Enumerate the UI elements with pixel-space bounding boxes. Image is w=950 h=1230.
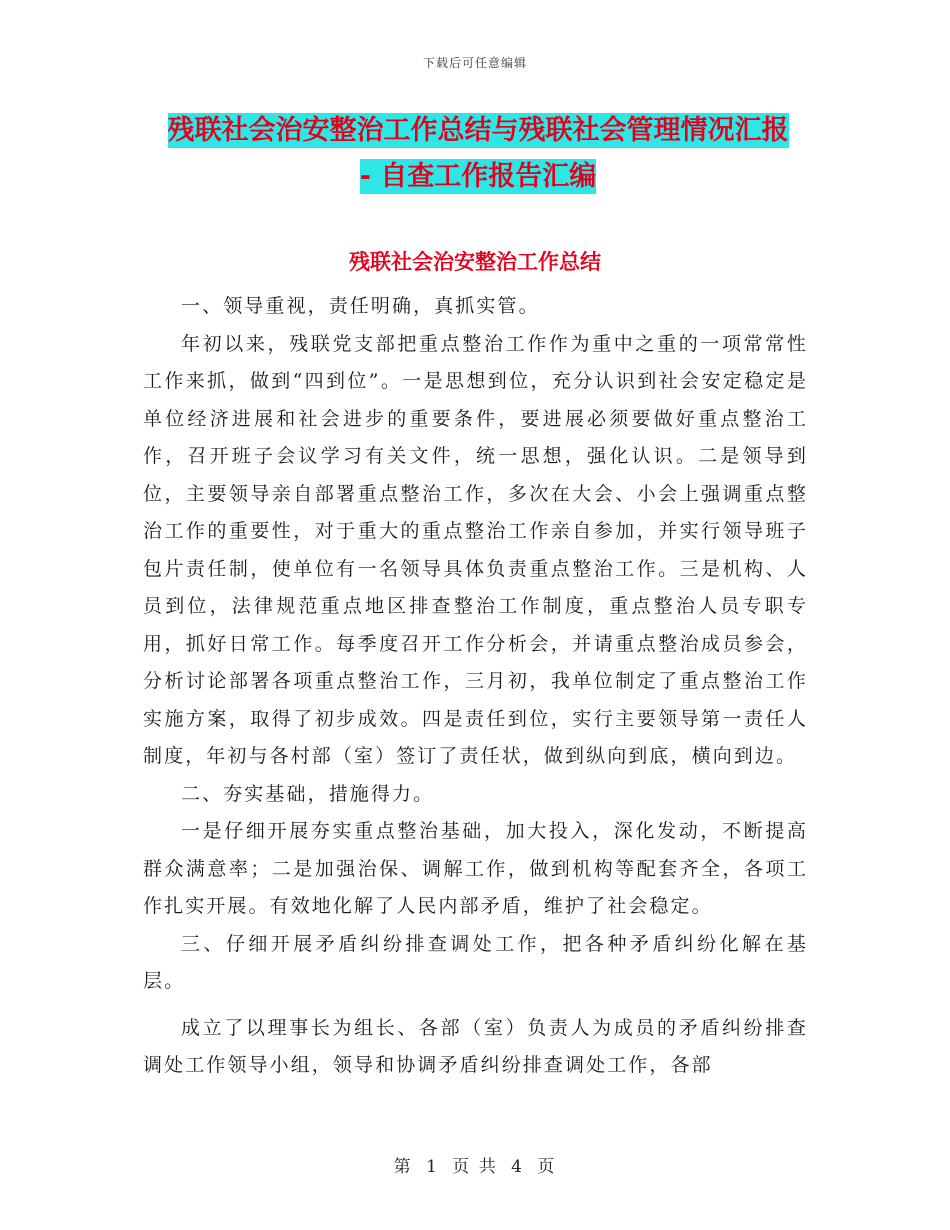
document-title [143, 108, 813, 200]
paragraph: 成立了以理事长为组长、各部（室）负责人为成员的矛盾纠纷排查调处工作领导小组，领导和协调矛盾纠纷排查调处工作，各部 [143, 1016, 808, 1076]
page-current: 1 [426, 1157, 439, 1177]
page-label-suffix: 页 [537, 1157, 557, 1177]
paragraph: 一是仔细开展夯实重点整治基础，加大投入，深化发动，不断提高群众满意率；二是加强治保、调解工作，做到机构等配套齐全，各项工作扎实开展。有效地化解了人民内部矛盾，维护了社会稳定。 [143, 820, 808, 917]
paragraph: 三、仔细开展矛盾纠纷排查调处工作，把各种矛盾纠纷化解在基层。 [143, 932, 808, 992]
paragraph: 二、夯实基础，措施得力。 [181, 782, 435, 805]
paragraph: 年初以来，残联党支部把重点整治工作作为重中之重的一项常常性工作来抓，做到“四到位”。一是思想到位，充分认识到社会安定稳定是单位经济进展和社会进步的重要条件，要进展必须要做好重点整治工作，召开班子会议学习有关文件，统一思想，强化认识。二是领导到位，主要领导亲自部署重点整治工作，多次在大会、小会上强调重点整治工作的重要性，对于重大的重点整治工作亲自参加，并实行领导班子包片责任制，使单位有一名领导具体负责重点整治工作。三是机构、人员到位，法律规范重点地区排查整治工作制度，重点整治人员专职专用，抓好日常工作。每季度召开工作分析会，并请重点整治成员参会，分析讨论部署各项重点整治工作，三月初，我单位制定了重点整治工作实施方案，取得了初步成效。四是责任到位，实行主要领导第一责任人制度，年初与各村部（室）签订了责任状，做到纵向到底，横向到边。 [143, 332, 808, 767]
paragraph: 一、领导重视，责任明确，真抓实管。 [181, 295, 540, 317]
page-footer [0, 1152, 950, 1177]
header-note: 下载后可任意编辑 [422, 56, 527, 70]
page-label-mid: 页 共 [452, 1157, 498, 1177]
body-text [143, 288, 808, 1085]
title-line-1: 残联社会治安整治工作总结与残联社会管理情况汇报 [167, 115, 789, 146]
page-total: 4 [511, 1157, 524, 1177]
section-title: 残联社会治安整治工作总结 [349, 250, 601, 274]
page-label-prefix: 第 [393, 1157, 413, 1177]
title-line-2: - 自查工作报告汇编 [359, 161, 597, 192]
